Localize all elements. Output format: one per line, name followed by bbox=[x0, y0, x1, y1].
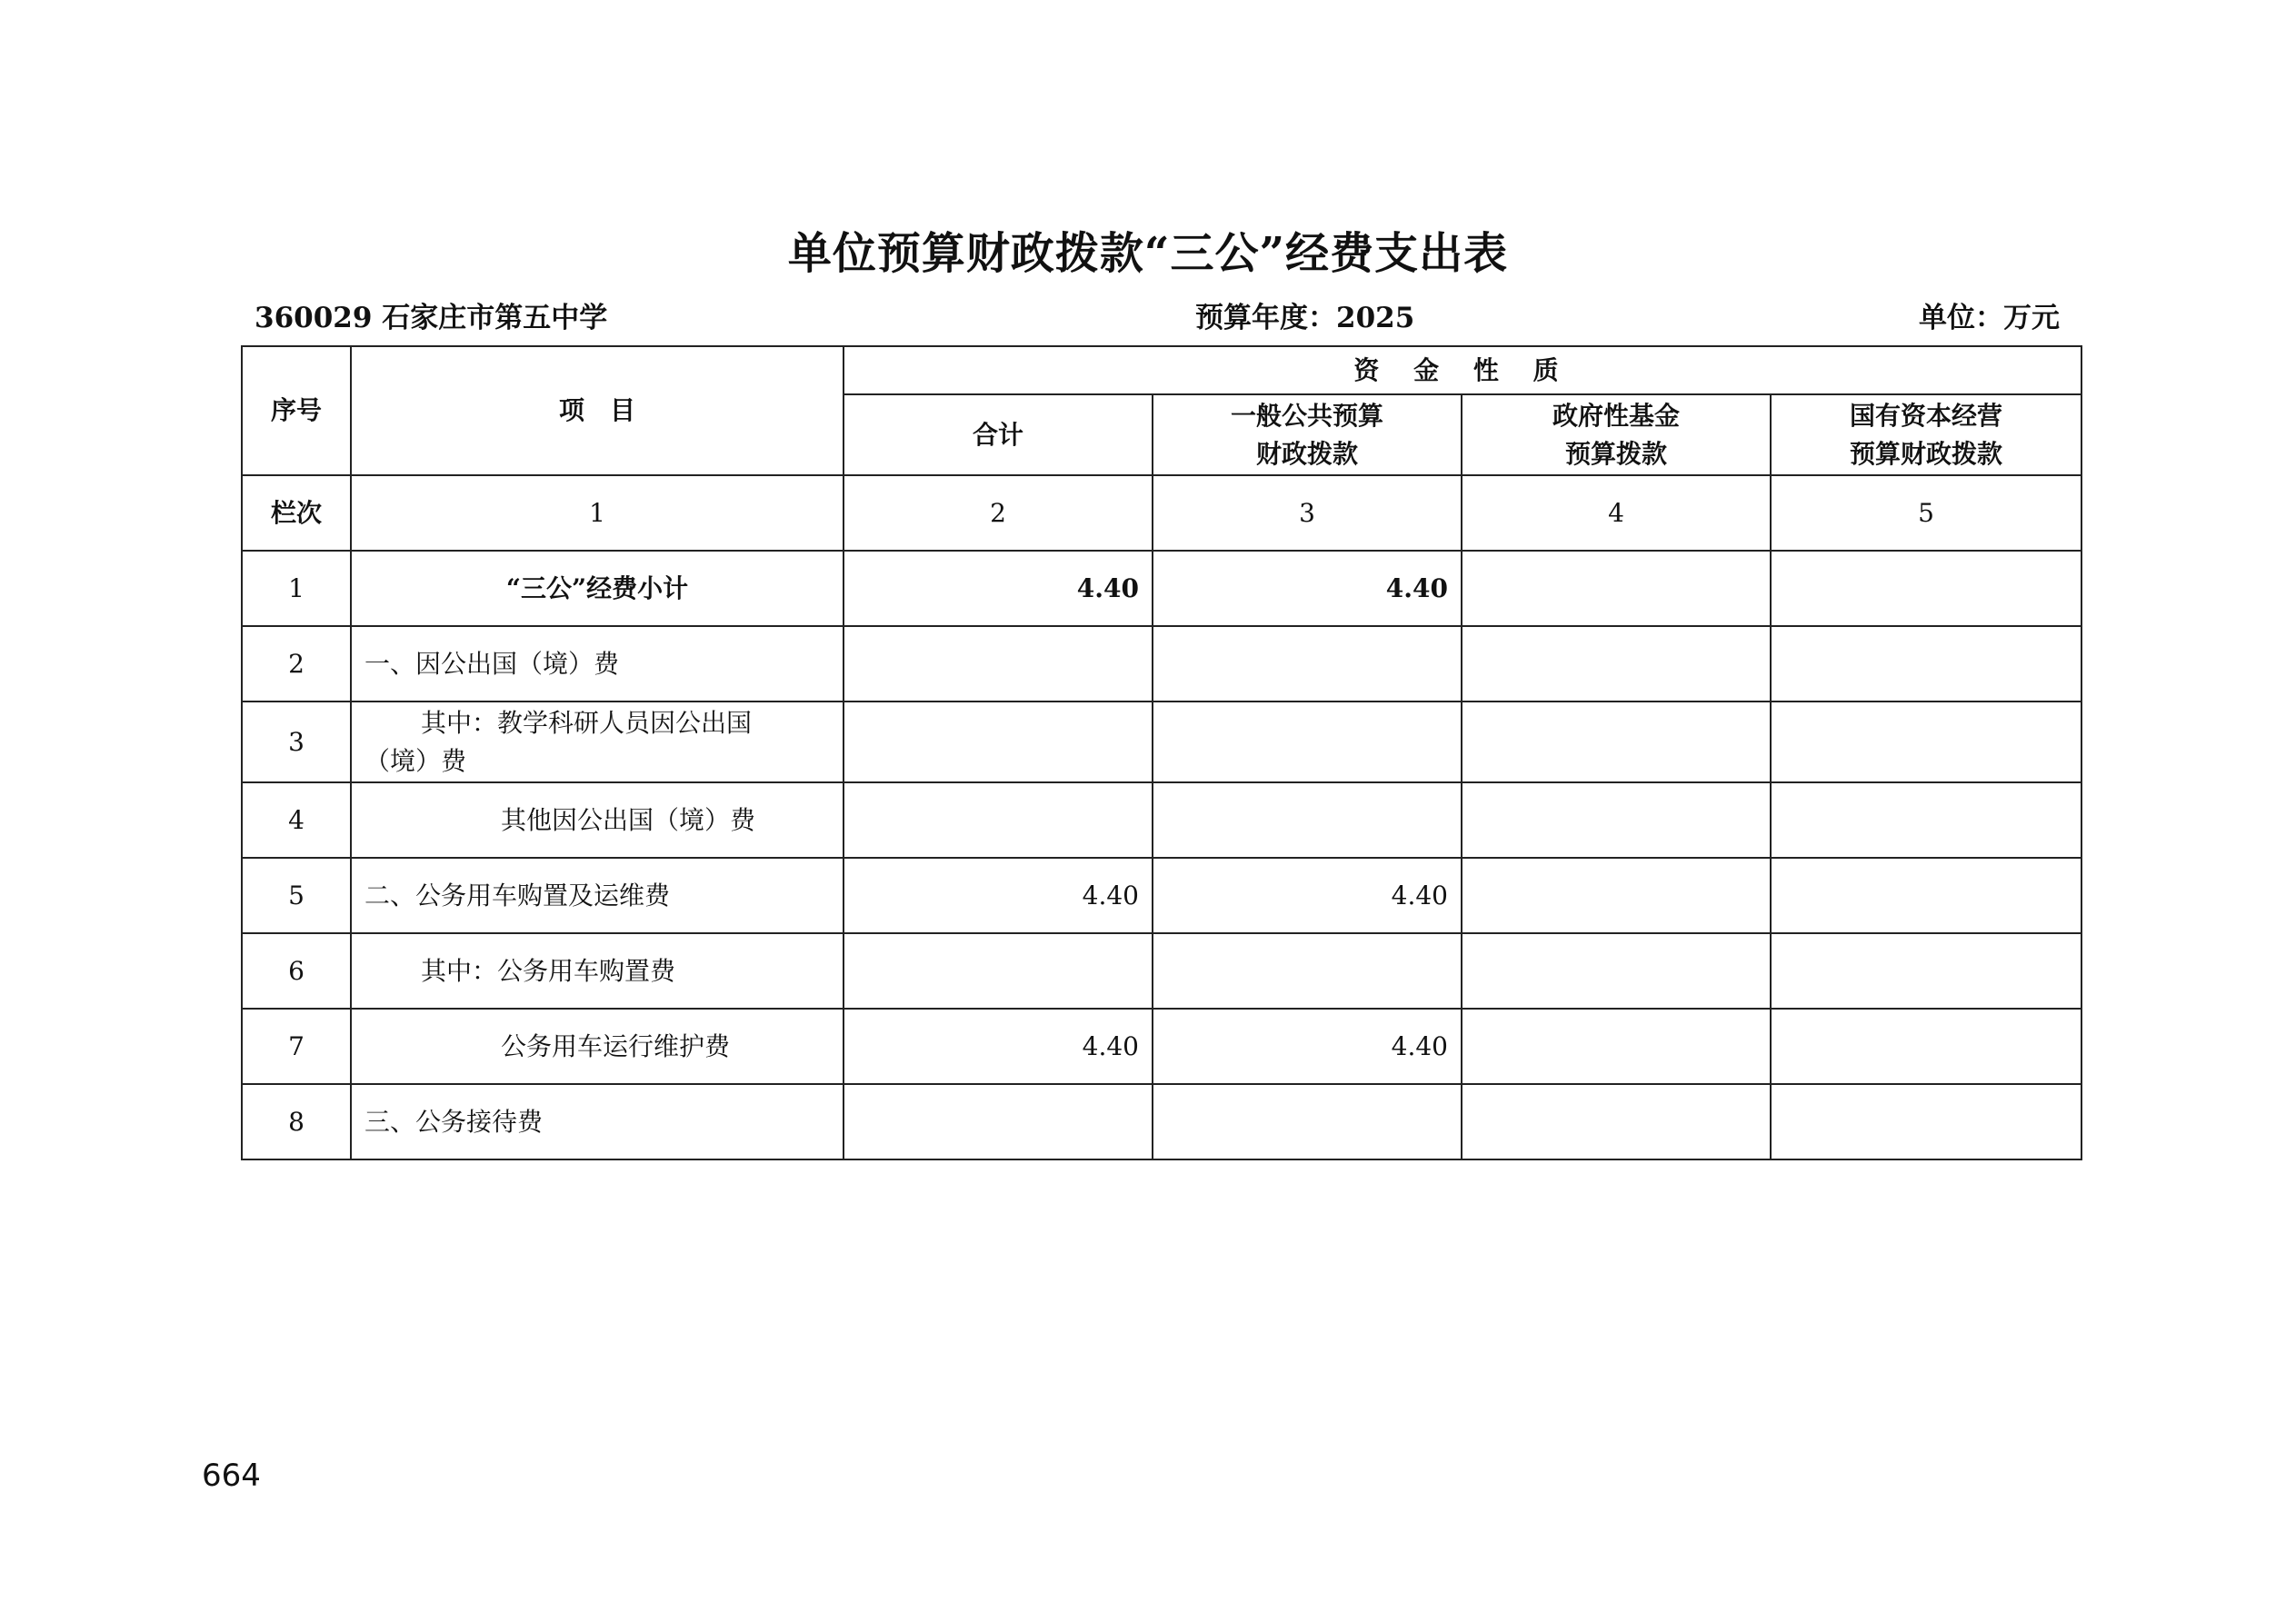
row-item-line1: 其中：教学科研人员因公出国 bbox=[421, 707, 753, 738]
column-index-3: 3 bbox=[1153, 475, 1462, 551]
header-seq: 序号 bbox=[242, 346, 351, 475]
row-seq: 5 bbox=[242, 858, 351, 933]
row-gov-fund bbox=[1462, 626, 1771, 702]
table-row bbox=[242, 1084, 2081, 1159]
row-seq: 3 bbox=[242, 702, 351, 782]
row-seq: 8 bbox=[242, 1084, 351, 1159]
row-state-capital bbox=[1771, 626, 2081, 702]
row-total: 4.40 bbox=[844, 858, 1153, 933]
column-index-5: 5 bbox=[1771, 475, 2081, 551]
row-state-capital bbox=[1771, 551, 2081, 626]
row-gov-fund bbox=[1462, 933, 1771, 1009]
row-gov-fund bbox=[1462, 702, 1771, 782]
header-item: 项 目 bbox=[351, 346, 844, 475]
row-seq: 7 bbox=[242, 1009, 351, 1084]
row-total: 4.40 bbox=[844, 1009, 1153, 1084]
row-total bbox=[844, 702, 1153, 782]
row-total: 4.40 bbox=[844, 551, 1153, 626]
row-total bbox=[844, 933, 1153, 1009]
row-seq: 6 bbox=[242, 933, 351, 1009]
header-gov-fund-line2: 预算拨款 bbox=[1564, 438, 1667, 469]
row-item: 其他因公出国（境）费 bbox=[351, 782, 844, 858]
currency-unit: 单位：万元 bbox=[1919, 302, 2060, 334]
header-total: 合计 bbox=[844, 394, 1153, 475]
row-state-capital bbox=[1771, 1084, 2081, 1159]
column-index-4: 4 bbox=[1462, 475, 1771, 551]
three-public-expenses-table bbox=[241, 345, 2082, 1160]
row-general-public: 4.40 bbox=[1153, 1009, 1462, 1084]
row-state-capital bbox=[1771, 782, 2081, 858]
header-state-capital-line1: 国有资本经营 bbox=[1849, 400, 2002, 431]
page-title: 单位预算财政拨款“三公”经费支出表 bbox=[787, 228, 1509, 279]
row-item: 公务用车运行维护费 bbox=[351, 1009, 844, 1084]
row-item: 其中：公务用车购置费 bbox=[351, 933, 844, 1009]
row-general-public bbox=[1153, 1084, 1462, 1159]
budget-year: 预算年度：2025 bbox=[1195, 302, 1415, 334]
row-item: 一、因公出国（境）费 bbox=[351, 626, 844, 702]
header-gov-fund-line1: 政府性基金 bbox=[1552, 400, 1680, 431]
row-item-line2: （境）费 bbox=[364, 745, 467, 776]
row-item: 三、公务接待费 bbox=[351, 1084, 844, 1159]
row-total bbox=[844, 626, 1153, 702]
row-general-public: 4.40 bbox=[1153, 858, 1462, 933]
table-row bbox=[242, 702, 2081, 782]
row-general-public: 4.40 bbox=[1153, 551, 1462, 626]
row-general-public bbox=[1153, 702, 1462, 782]
row-item: “三公”经费小计 bbox=[351, 551, 844, 626]
row-gov-fund bbox=[1462, 858, 1771, 933]
row-general-public bbox=[1153, 782, 1462, 858]
header-general-public-line1: 一般公共预算 bbox=[1230, 400, 1383, 431]
row-seq: 1 bbox=[242, 551, 351, 626]
unit-name: 360029 石家庄市第五中学 bbox=[255, 302, 608, 334]
table-row bbox=[242, 858, 2081, 933]
table-row bbox=[242, 933, 2081, 1009]
row-item: 二、公务用车购置及运维费 bbox=[351, 858, 844, 933]
page-number: 664 bbox=[202, 1458, 261, 1494]
column-index-label: 栏次 bbox=[242, 475, 351, 551]
row-general-public bbox=[1153, 626, 1462, 702]
row-total bbox=[844, 1084, 1153, 1159]
row-seq: 4 bbox=[242, 782, 351, 858]
row-state-capital bbox=[1771, 702, 2081, 782]
table-row bbox=[242, 782, 2081, 858]
header-state-capital bbox=[1771, 394, 2081, 475]
row-seq: 2 bbox=[242, 626, 351, 702]
table-row bbox=[242, 1009, 2081, 1084]
header-government-fund bbox=[1462, 394, 1771, 475]
row-state-capital bbox=[1771, 858, 2081, 933]
header-state-capital-line2: 预算财政拨款 bbox=[1849, 438, 2002, 469]
row-state-capital bbox=[1771, 933, 2081, 1009]
row-gov-fund bbox=[1462, 1009, 1771, 1084]
row-gov-fund bbox=[1462, 782, 1771, 858]
header-fund-nature: 资 金 性 质 bbox=[844, 346, 2081, 394]
row-general-public bbox=[1153, 933, 1462, 1009]
header-general-public-budget bbox=[1153, 394, 1462, 475]
table-row bbox=[242, 551, 2081, 626]
column-index-2: 2 bbox=[844, 475, 1153, 551]
column-index-1: 1 bbox=[351, 475, 844, 551]
row-state-capital bbox=[1771, 1009, 2081, 1084]
table-row bbox=[242, 626, 2081, 702]
row-gov-fund bbox=[1462, 551, 1771, 626]
row-item bbox=[351, 702, 844, 782]
row-total bbox=[844, 782, 1153, 858]
row-gov-fund bbox=[1462, 1084, 1771, 1159]
header-general-public-line2: 财政拨款 bbox=[1255, 438, 1358, 469]
